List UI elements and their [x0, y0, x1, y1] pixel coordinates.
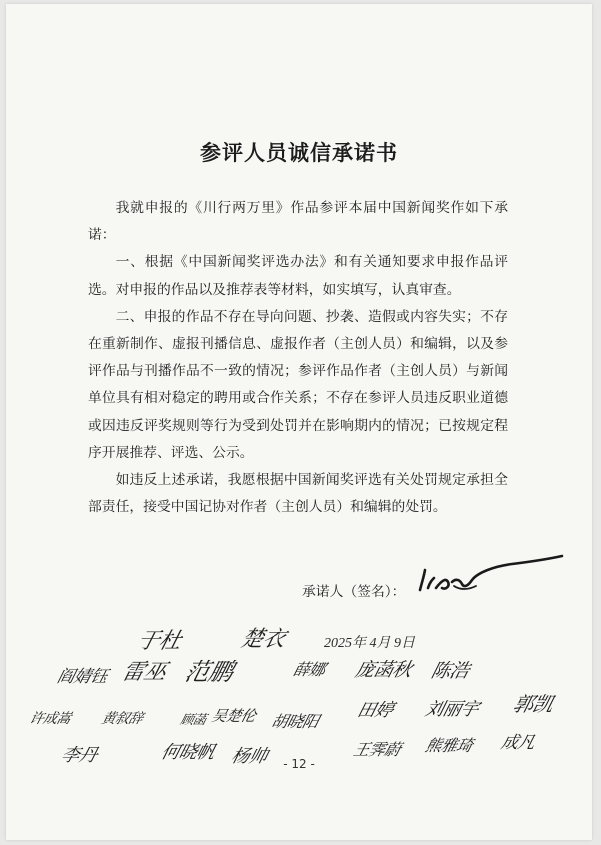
intro-paragraph: 我就申报的《川行两万里》作品参评本届中国新闻奖作如下承诺： — [88, 200, 508, 244]
signature: 王霁蔚 — [351, 740, 403, 759]
document-body — [88, 195, 508, 521]
signature: 于杜 — [134, 629, 184, 654]
document-title: 参评人员诚信承诺书 — [200, 140, 398, 165]
signature: 刘丽宇 — [423, 699, 481, 720]
signature: 阎婧钰 — [54, 667, 110, 687]
signature: 顾菡 — [178, 713, 208, 728]
pledge-paragraph-1: 一、根据《中国新闻奖评选办法》和有关通知要求申报作品评选。对申报的作品以及推荐表等材料，如实填写，认真审查。 — [88, 254, 508, 298]
signature: 李丹 — [59, 745, 100, 766]
signature: 黄叙辞 — [99, 711, 145, 727]
signature: 吴楚伦 — [209, 707, 258, 725]
pledge-paragraph-2: 二、申报的作品不存在导向问题、抄袭、造假或内容失实；不存在重新制作、虚报刊播信息、虚报作者（主创人员）和编辑，以及参评作品与刊播作品不一致的情况；参评作品作者（主创人员）与新闻单位具有相对稳定的聘用或合作关系；不存在参评人员违反职业道德或因违反评奖规则等行为受到处罚并在影响期内的情况；已按规定程序开展推荐、评选、公示。 — [88, 308, 508, 461]
closing-paragraph: 如违反上述承诺，我愿根据中国新闻奖评选有关处罚规定承担全部责任，接受中国记协对作者（主创人员）和编辑的处罚。 — [88, 472, 508, 516]
signature: 陈浩 — [428, 660, 472, 682]
signing-date: 2025年 4月 9日 — [324, 636, 415, 651]
signature: 熊雅琦 — [423, 736, 475, 755]
signature: 范鹏 — [181, 658, 236, 686]
signature: 许成嵩 — [27, 711, 73, 727]
document-page — [6, 4, 592, 840]
signature: 胡晓阳 — [269, 712, 321, 731]
signature: 田婷 — [355, 700, 396, 721]
page-number: - 12 - — [283, 757, 315, 771]
signature: 楚衣 — [238, 627, 288, 652]
pledger-signature — [416, 552, 566, 612]
pledger-label: 承诺人（签名）： — [302, 584, 406, 600]
signature: 成凡 — [498, 733, 537, 753]
signature: 雷巫 — [119, 660, 169, 685]
signature: 薛娜 — [291, 660, 328, 679]
signature: 杨帅 — [229, 746, 270, 767]
signature: 庞菡秋 — [352, 659, 414, 681]
signature: 郭凯 — [510, 692, 556, 716]
signature: 何晓帆 — [159, 742, 217, 763]
